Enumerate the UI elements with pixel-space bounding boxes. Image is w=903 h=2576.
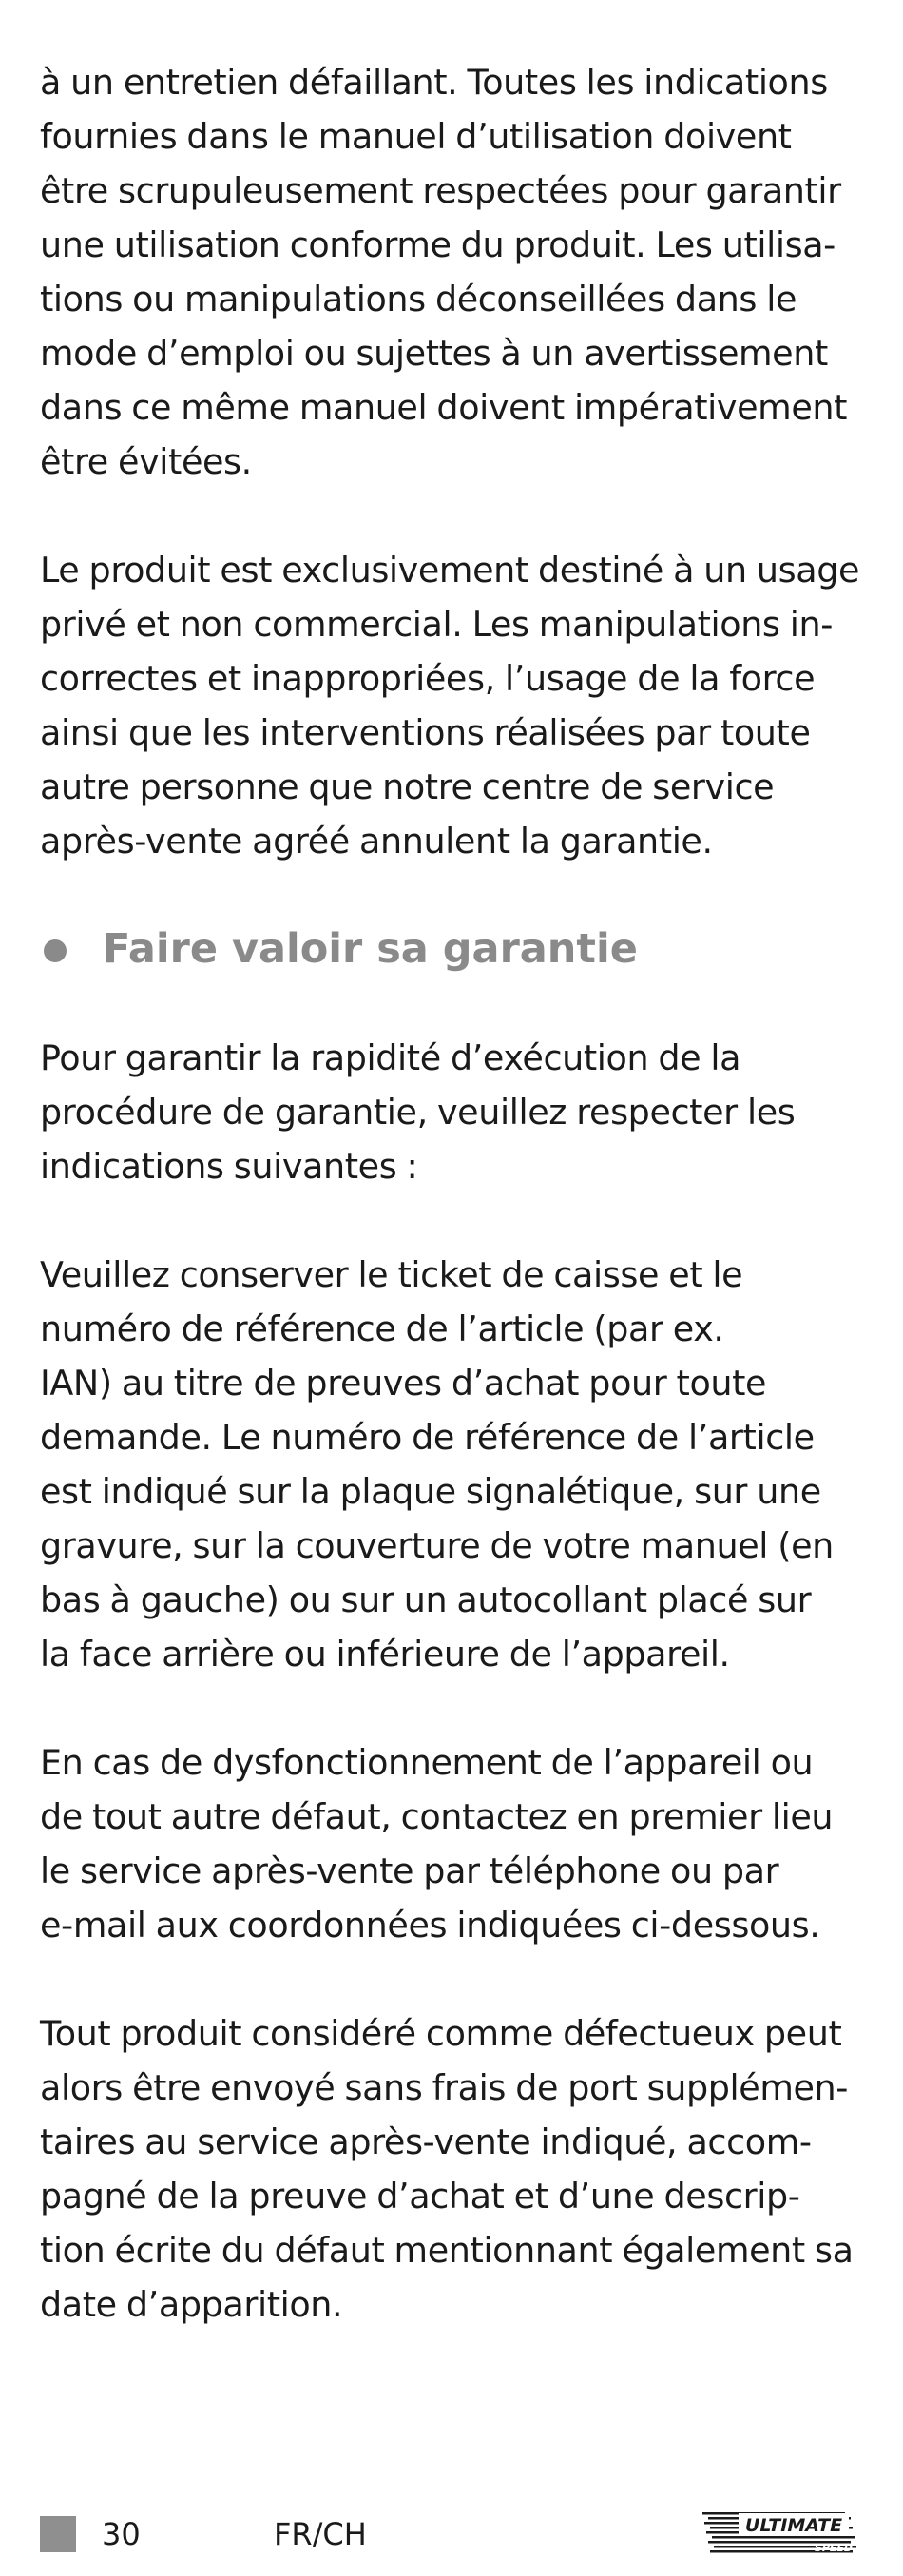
paragraph-spacer xyxy=(40,1952,876,2006)
logo-text-top: ULTIMATE xyxy=(744,2515,843,2536)
text-line: après-vente agréé annulent la garantie. xyxy=(40,821,713,862)
text-line: dans ce même manuel doivent impérativement xyxy=(40,387,848,428)
paragraph-intro xyxy=(40,1031,876,1193)
text-line: ainsi que les interventions réalisées par toute xyxy=(40,712,811,753)
text-line: alors être envoyé sans frais de port supplémen- xyxy=(40,2067,849,2108)
text-line: être scrupuleusement respectées pour garantir xyxy=(40,170,841,211)
paragraph-spacer xyxy=(40,1193,876,1248)
manual-page-content xyxy=(40,55,876,2332)
text-line: e-mail aux coordonnées indiquées ci-dessous. xyxy=(40,1905,820,1946)
text-line: pagné de la preuve d’achat et d’une descrip- xyxy=(40,2176,800,2217)
paragraph-spacer xyxy=(40,977,876,1031)
bullet-icon xyxy=(44,939,67,962)
logo-text-bottom: SPEED xyxy=(814,2542,854,2554)
text-line: autre personne que notre centre de service xyxy=(40,766,775,807)
paragraph-spacer xyxy=(40,868,876,922)
text-line: procédure de garantie, veuillez respecter les xyxy=(40,1092,796,1133)
text-line: gravure, sur la couverture de votre manuel (en xyxy=(40,1525,834,1566)
paragraph-contact xyxy=(40,1735,876,1952)
text-line: Pour garantir la rapidité d’exécution de la xyxy=(40,1037,741,1078)
text-line: tion écrite du défaut mentionnant également sa xyxy=(40,2230,854,2271)
text-line: numéro de référence de l’article (par ex. xyxy=(40,1308,724,1349)
text-line: indications suivantes : xyxy=(40,1146,418,1187)
section-heading xyxy=(40,922,876,977)
text-line: de tout autre défaut, contactez en premier lieu xyxy=(40,1796,834,1837)
text-line: IAN) au titre de preuves d’achat pour toute xyxy=(40,1363,767,1404)
paragraph-receipt xyxy=(40,1248,876,1681)
text-line: le service après-vente par téléphone ou par xyxy=(40,1850,779,1891)
language-code: FR/CH xyxy=(274,2516,367,2552)
text-line: fournies dans le manuel d’utilisation doivent xyxy=(40,116,792,157)
text-line: Veuillez conserver le ticket de caisse et le xyxy=(40,1254,743,1295)
page-marker-square xyxy=(40,2516,76,2552)
text-line: tions ou manipulations déconseillées dans le xyxy=(40,279,797,320)
ultimate-speed-logo xyxy=(701,2510,862,2556)
paragraph-spacer xyxy=(40,489,876,543)
text-line: bas à gauche) ou sur un autocollant placé sur xyxy=(40,1579,812,1620)
page-footer xyxy=(0,2510,903,2556)
text-line: Le produit est exclusivement destiné à un usage xyxy=(40,550,860,591)
text-line: une utilisation conforme du produit. Les utilisa- xyxy=(40,224,836,265)
paragraph-spacer xyxy=(40,1681,876,1735)
text-line: privé et non commercial. Les manipulations in- xyxy=(40,604,833,645)
text-line: correctes et inappropriées, l’usage de la force xyxy=(40,658,816,699)
text-line: date d’apparition. xyxy=(40,2284,343,2325)
paragraph-maintenance xyxy=(40,55,876,489)
text-line: est indiqué sur la plaque signalétique, sur une xyxy=(40,1471,821,1512)
text-line: taires au service après-vente indiqué, accom- xyxy=(40,2121,812,2162)
section-heading-text: Faire valoir sa garantie xyxy=(103,925,638,973)
paragraph-private-use xyxy=(40,543,876,868)
text-line: Tout produit considéré comme défectueux peut xyxy=(40,2013,842,2054)
text-line: En cas de dysfonctionnement de l’appareil ou xyxy=(40,1742,814,1783)
text-line: à un entretien défaillant. Toutes les indications xyxy=(40,62,828,103)
text-line: demande. Le numéro de référence de l’article xyxy=(40,1417,815,1458)
text-line: la face arrière ou inférieure de l’appareil. xyxy=(40,1634,730,1675)
text-line: mode d’emploi ou sujettes à un avertissement xyxy=(40,333,828,374)
text-line: être évitées. xyxy=(40,441,252,482)
page-number: 30 xyxy=(102,2516,141,2552)
paragraph-shipping xyxy=(40,2006,876,2332)
